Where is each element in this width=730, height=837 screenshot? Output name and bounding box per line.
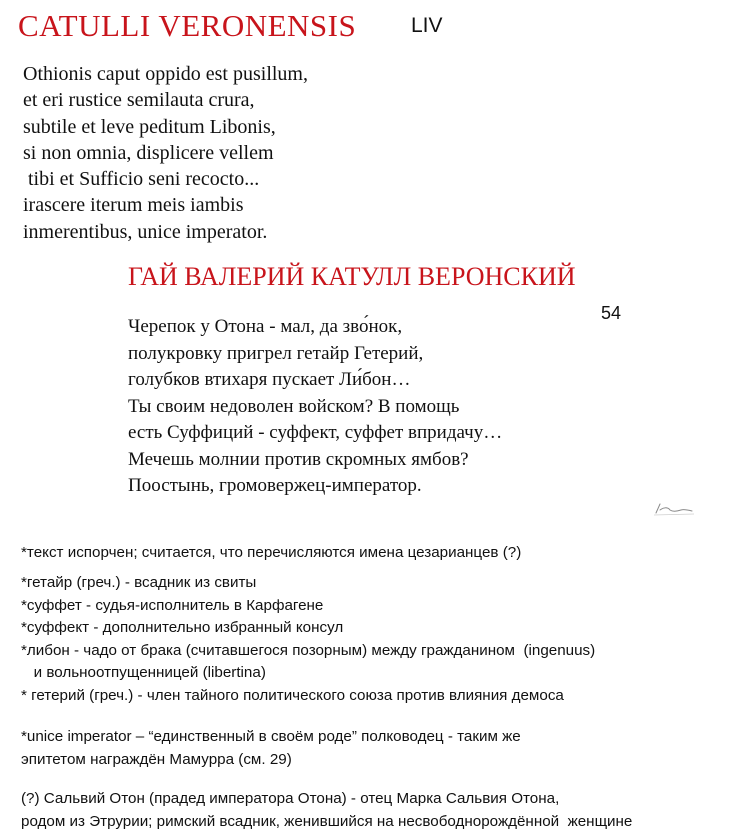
- latin-poem-number: LIV: [411, 14, 443, 37]
- note-line: * гетерий (греч.) - член тайного политического союза против влияния демоса: [21, 686, 564, 704]
- poem-line: Othionis caput oppido est pusillum,: [23, 63, 308, 85]
- note-otho: [21, 788, 632, 833]
- poem-line: Черепок у Отона - мал, да зво́нок,: [128, 316, 403, 337]
- poem-line: si non omnia, displicere vellem: [23, 141, 274, 164]
- poem-line: есть Суффиций - суффект, суффет впридачу…: [128, 422, 503, 443]
- poem-line: полукровку пригрел гетайр Гетерий,: [128, 342, 424, 364]
- note-line: родом из Этрурии; римский всадник, женившийся на несвободнорождённой женщине: [21, 812, 633, 830]
- note-line: *unice imperator – “единственный в своём роде” полководец - таким же: [21, 728, 521, 745]
- russian-poem-number: 54: [601, 303, 622, 323]
- poem-line: Мечешь молнии против скромных ямбов?: [128, 448, 469, 470]
- note-line: и вольноотпущенницей (libertina): [21, 664, 266, 681]
- poem-line: irascere iterum meis iambis: [23, 194, 244, 217]
- glossary-notes: [21, 572, 595, 707]
- poem-line: subtile et leve peditum Libonis,: [23, 115, 276, 138]
- note-line: (?) Сальвий Отон (прадед императора Отона) - отец Марка Сальвия Отона,: [21, 790, 560, 807]
- poem-line: tibi et Sufficio seni recocto...: [23, 168, 260, 191]
- poem-line: inmerentibus, unice imperator.: [23, 220, 268, 243]
- poem-line: Поостынь, громовержец-император.: [128, 475, 422, 496]
- note-line: *гетайр (греч.) - всадник из свиты: [21, 574, 257, 591]
- poem-line: Ты своим недоволен войском? В помощь: [128, 395, 460, 417]
- latin-title: CATULLI VERONENSIS: [18, 8, 357, 43]
- note-line: *суффект - дополнительно избранный консул: [21, 619, 344, 636]
- note-line: *либон - чадо от брака (считавшегося позорным) между гражданином (ingenuus): [21, 641, 596, 659]
- russian-title: ГАЙ ВАЛЕРИЙ КАТУЛЛ ВЕРОНСКИЙ: [128, 262, 576, 291]
- poem-line: et eri rustice semilauta crura,: [23, 89, 255, 112]
- signature-mark: [648, 498, 698, 520]
- russian-poem: [128, 314, 502, 500]
- note-line: *суффет - судья-исполнитель в Карфагене: [21, 596, 324, 614]
- note-corrupt-text: *текст испорчен; считается, что перечисляются имена цезарианцев (?): [21, 544, 522, 561]
- note-imperator: [21, 726, 521, 771]
- note-line: эпитетом награждён Мамурра (см. 29): [21, 750, 292, 768]
- poem-line: голубков втихаря пускает Ли́бон…: [128, 369, 411, 390]
- latin-poem: [23, 61, 308, 245]
